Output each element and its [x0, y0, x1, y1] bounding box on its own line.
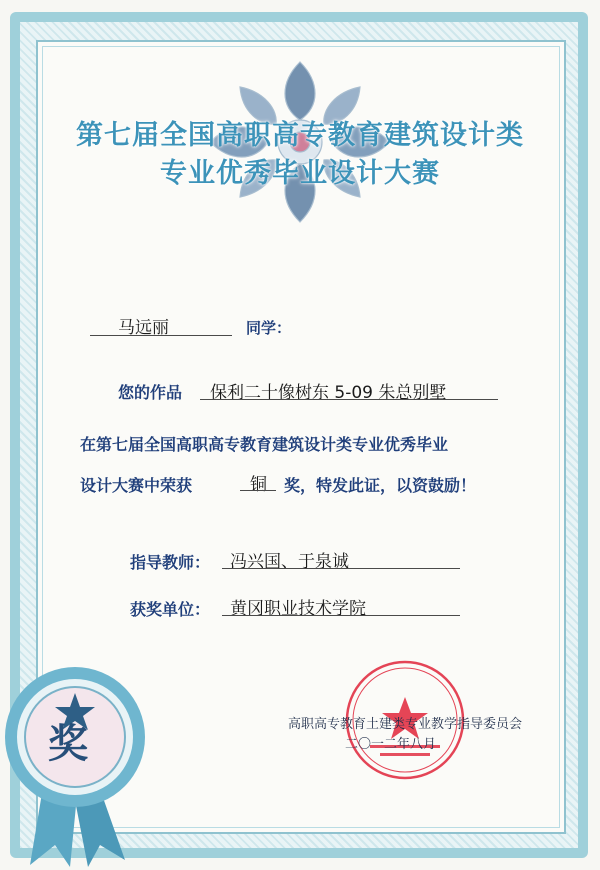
work-title: 保利二十像树东 5-09 朱总别墅 — [210, 383, 447, 403]
award-level: 铜 — [250, 475, 267, 495]
award-text-line-1: 在第七届全国高职高专教育建筑设计类专业优秀毕业 — [80, 435, 449, 454]
award-character: 奖 — [48, 720, 88, 767]
student-name: 马远丽 — [118, 318, 169, 338]
student-suffix: 同学： — [246, 319, 292, 337]
work-title-underline — [200, 399, 498, 400]
award-level-underline — [240, 490, 276, 491]
award-text-suffix: 奖，特发此证，以资鼓励！ — [284, 476, 477, 495]
student-name-underline — [90, 335, 232, 336]
advisor-names: 冯兴国、于泉诚 — [230, 552, 349, 572]
work-label: 您的作品 — [118, 383, 183, 402]
award-text-prefix: 设计大赛中荣获 — [80, 476, 193, 495]
certificate-title-line-2: 专业优秀毕业设计大赛 — [160, 158, 440, 189]
unit-underline — [222, 615, 460, 616]
committee-name: 高职高专教育土建类专业教学指导委员会 — [288, 717, 523, 732]
issue-date: 二〇一二年八月 — [345, 737, 437, 752]
advisor-underline — [222, 568, 460, 569]
unit-name: 黄冈职业技术学院 — [230, 599, 366, 619]
unit-label: 获奖单位： — [130, 600, 211, 619]
advisor-label: 指导教师： — [130, 553, 211, 572]
certificate-title-line-1: 第七届全国高职高专教育建筑设计类 — [76, 120, 524, 151]
